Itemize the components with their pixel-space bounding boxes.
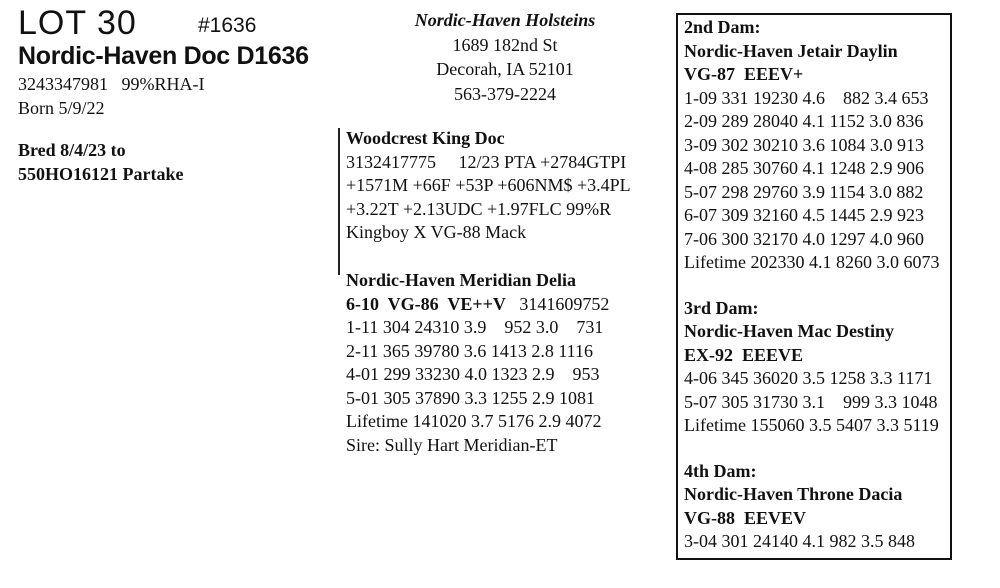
cow-name: Nordic-Haven Doc D1636 [18, 42, 309, 70]
dam-record: 2-11 365 39780 3.6 1413 2.8 1116 [346, 340, 593, 361]
breeder-city: Decorah, IA 52101 [436, 59, 574, 79]
bred-info [18, 138, 183, 186]
breeder-name: Nordic-Haven Holsteins [414, 10, 596, 30]
pedigree-content [684, 16, 939, 554]
fourth-dam-classification: VG-88 EEVEV [684, 507, 807, 528]
lot-title: LOT 30 [18, 4, 137, 42]
second-dam-lifetime: Lifetime 202330 4.1 8260 3.0 6073 [684, 252, 940, 272]
second-dam-record: 4-08 285 30760 4.1 1248 2.9 906 [684, 158, 924, 178]
third-dam-heading: 3rd Dam: [684, 297, 759, 318]
second-dam-name: Nordic-Haven Jetair Daylin [684, 40, 898, 61]
second-dam-record: 5-07 298 29760 3.9 1154 3.0 882 [684, 181, 924, 202]
dam-lifetime: Lifetime 141020 3.7 5176 2.9 4072 [346, 411, 602, 431]
third-dam-record: 5-07 305 31730 3.1 999 3.3 1048 [684, 391, 938, 412]
dam-sire: Sire: Sully Hart Meridian-ET [346, 434, 558, 455]
bred-date: Bred 8/4/23 to [18, 140, 126, 160]
second-dam-record: 2-09 289 28040 4.1 1152 3.0 836 [684, 111, 924, 131]
breeder-info [340, 8, 670, 106]
third-dam-name: Nordic-Haven Mac Destiny [684, 321, 894, 341]
dam-name: Nordic-Haven Meridian Delia [346, 270, 576, 290]
dam-info [346, 269, 609, 457]
third-dam-lifetime: Lifetime 155060 3.5 5407 3.3 5119 [684, 415, 939, 435]
second-dam-record: 7-06 300 32170 4.0 1297 4.0 960 [684, 228, 924, 249]
second-dam-classification: VG-87 EEEV+ [684, 64, 804, 84]
fourth-dam-heading: 4th Dam: [684, 460, 757, 481]
spacer [684, 438, 939, 460]
breeder-phone: 563-379-2224 [454, 83, 556, 104]
dam-classification: 6-10 VG-86 VE++V [346, 293, 506, 314]
second-dam-record: 3-09 302 30210 3.6 1084 3.0 913 [684, 134, 924, 155]
dam-record: 1-11 304 24310 3.9 952 3.0 731 [346, 317, 604, 337]
sire-name: Woodcrest King Doc [346, 128, 505, 148]
spacer [684, 275, 939, 297]
second-dam-record: 1-09 331 19230 4.6 882 3.4 653 [684, 87, 929, 108]
dam-class-row [346, 293, 609, 317]
sire-info [346, 127, 631, 245]
dam-record: 4-01 299 33230 4.0 1323 2.9 953 [346, 364, 600, 384]
second-dam-heading: 2nd Dam: [684, 17, 761, 37]
dam-record: 5-01 305 37890 3.3 1255 2.9 1081 [346, 387, 595, 408]
fourth-dam-name: Nordic-Haven Throne Dacia [684, 484, 903, 504]
third-dam-classification: EX-92 EEEVE [684, 344, 804, 365]
sire-line: +1571M +66F +53P +606NM$ +3.4PL [346, 175, 631, 195]
bred-sire: 550HO16121 Partake [18, 164, 184, 184]
sire-line: +3.22T +2.13UDC +1.97FLC 99%R [346, 198, 612, 219]
cow-id-line: 3243347981 99%RHA-I [18, 74, 205, 94]
fourth-dam-record: 3-04 301 24140 4.1 982 3.5 848 [684, 531, 915, 551]
third-dam-record: 4-06 345 36020 3.5 1258 3.3 1171 [684, 368, 933, 388]
second-dam-record: 6-07 309 32160 4.5 1445 2.9 923 [684, 205, 924, 225]
born-date: Born 5/9/22 [18, 98, 105, 118]
dam-id: 3141609752 [519, 293, 610, 314]
breeder-address: 1689 182nd St [452, 34, 558, 55]
sire-line: Kingboy X VG-88 Mack [346, 222, 527, 242]
sire-line: 3132417775 12/23 PTA +2784GTPI [346, 151, 627, 172]
sire-divider [338, 128, 340, 275]
lot-number: #1636 [198, 14, 257, 37]
